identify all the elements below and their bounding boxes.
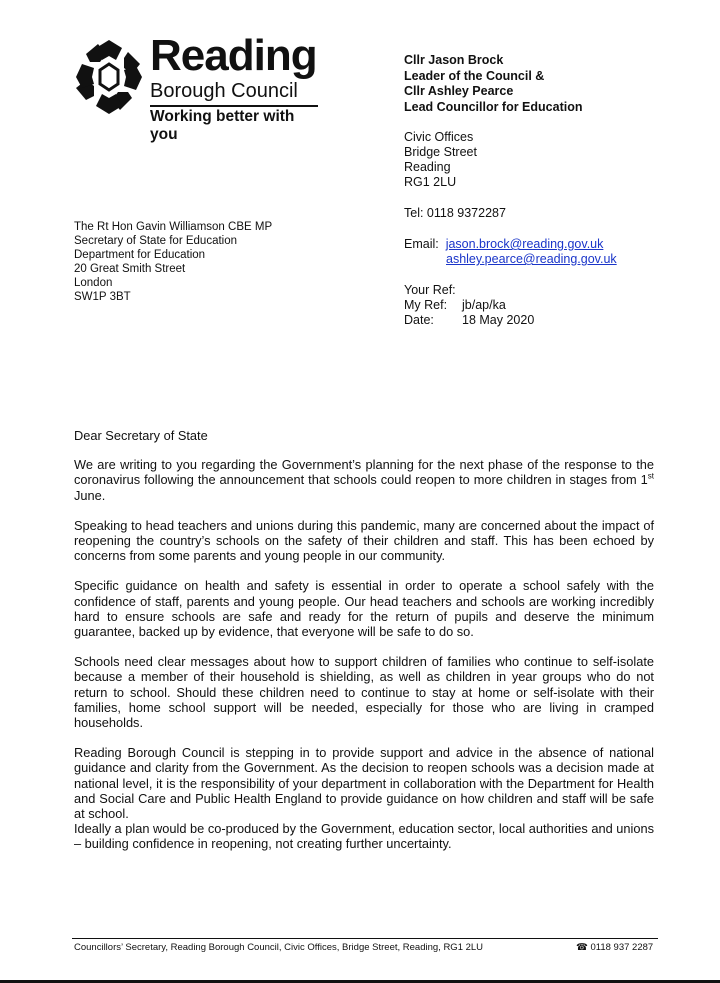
recipient-line: SW1P 3BT bbox=[74, 291, 131, 303]
my-ref-value: jb/ap/ka bbox=[462, 298, 506, 312]
logo-subtitle: Borough Council bbox=[150, 80, 298, 102]
sender-address bbox=[404, 130, 477, 190]
reference-block bbox=[404, 283, 534, 328]
date-value: 18 May 2020 bbox=[462, 313, 535, 327]
your-ref-label: Your Ref: bbox=[404, 283, 456, 297]
email-link-jason[interactable]: jason.brock@reading.gov.uk bbox=[445, 237, 604, 251]
logo-tagline: Working better with you bbox=[150, 105, 318, 144]
paragraph-3: Specific guidance on health and safety is essential in order to operate a school safely with the confidence of staff, parents and young people. Our head teachers and schools are working incredibly hard to ensure schools are safe and ready for the return of pupils and deserve the minimum guarantee, backed up by evidence, that everyone will be safe to do so. bbox=[74, 578, 654, 640]
paragraph-5: Reading Borough Council is stepping in to provide support and advice in the absence of national guidance and clarity from the Government. As the decision to reopen schools was a decision made at national level, it is the responsibility of your department in collaboration with the Department for Health and Social Care and Public Health England to provide guidance on how children and staff will be safe at school. bbox=[74, 745, 654, 822]
recipient-line: Secretary of State for Education bbox=[74, 235, 238, 247]
footer-divider bbox=[72, 938, 658, 939]
council-logo-icon bbox=[70, 38, 148, 116]
address-line: Civic Offices bbox=[404, 130, 474, 144]
sender-line: Cllr Jason Brock bbox=[404, 53, 504, 67]
recipient-line: London bbox=[74, 277, 113, 289]
letter-body bbox=[74, 428, 654, 867]
sender-line: Lead Councillor for Education bbox=[404, 99, 583, 114]
address-line: Reading bbox=[404, 160, 451, 174]
sender-block bbox=[404, 53, 582, 115]
sender-email bbox=[404, 237, 617, 267]
recipient-line: 20 Great Smith Street bbox=[74, 263, 186, 275]
phone-icon: ☎ bbox=[576, 942, 588, 953]
paragraph-4: Schools need clear messages about how to support children of families who continue to self-isolate because a member of their household is shielding, as well as children in year groups who do not return to school. Should these children need to continue to stay at home or self-isolate with their families, home school support will be needed, especially for those who are living in cramped households. bbox=[74, 654, 654, 731]
recipient-address bbox=[74, 220, 272, 304]
sender-telephone: Tel: 0118 9372287 bbox=[404, 206, 506, 220]
salutation: Dear Secretary of State bbox=[74, 428, 208, 443]
address-line: RG1 2LU bbox=[404, 175, 457, 189]
address-line: Bridge Street bbox=[404, 145, 477, 159]
footer-telephone: ☎ 0118 937 2287 bbox=[576, 942, 654, 953]
recipient-line: The Rt Hon Gavin Williamson CBE MP bbox=[74, 221, 273, 233]
recipient-line: Department for Education bbox=[74, 249, 206, 261]
paragraph-2: Speaking to head teachers and unions during this pandemic, many are concerned about the impact of reopening the country’s schools on the safety of their children and staff. This has been echoed by concerns from some parents and young people in our community. bbox=[74, 517, 654, 564]
email-link-ashley[interactable]: ashley.pearce@reading.gov.uk bbox=[446, 252, 617, 266]
footer-address: Councillors’ Secretary, Reading Borough Council, Civic Offices, Bridge Street, Reading, RG1 2LU bbox=[74, 942, 484, 953]
email-label: Email: bbox=[404, 237, 439, 251]
date-label: Date: bbox=[404, 313, 434, 327]
my-ref-label: My Ref: bbox=[404, 298, 448, 312]
logo-name: Reading bbox=[150, 31, 317, 80]
sender-line: Leader of the Council & bbox=[404, 68, 545, 83]
sender-line: Cllr Ashley Pearce bbox=[404, 84, 514, 98]
paragraph-1: We are writing to you regarding the Government’s planning for the next phase of the response to the coronavirus following the announcement that schools could reopen to more children in stages from 1st June. bbox=[74, 457, 654, 503]
paragraph-6: Ideally a plan would be co-produced by the Government, education sector, local authorities and unions – building confidence in reopening, not creating further uncertainty. bbox=[74, 821, 654, 852]
